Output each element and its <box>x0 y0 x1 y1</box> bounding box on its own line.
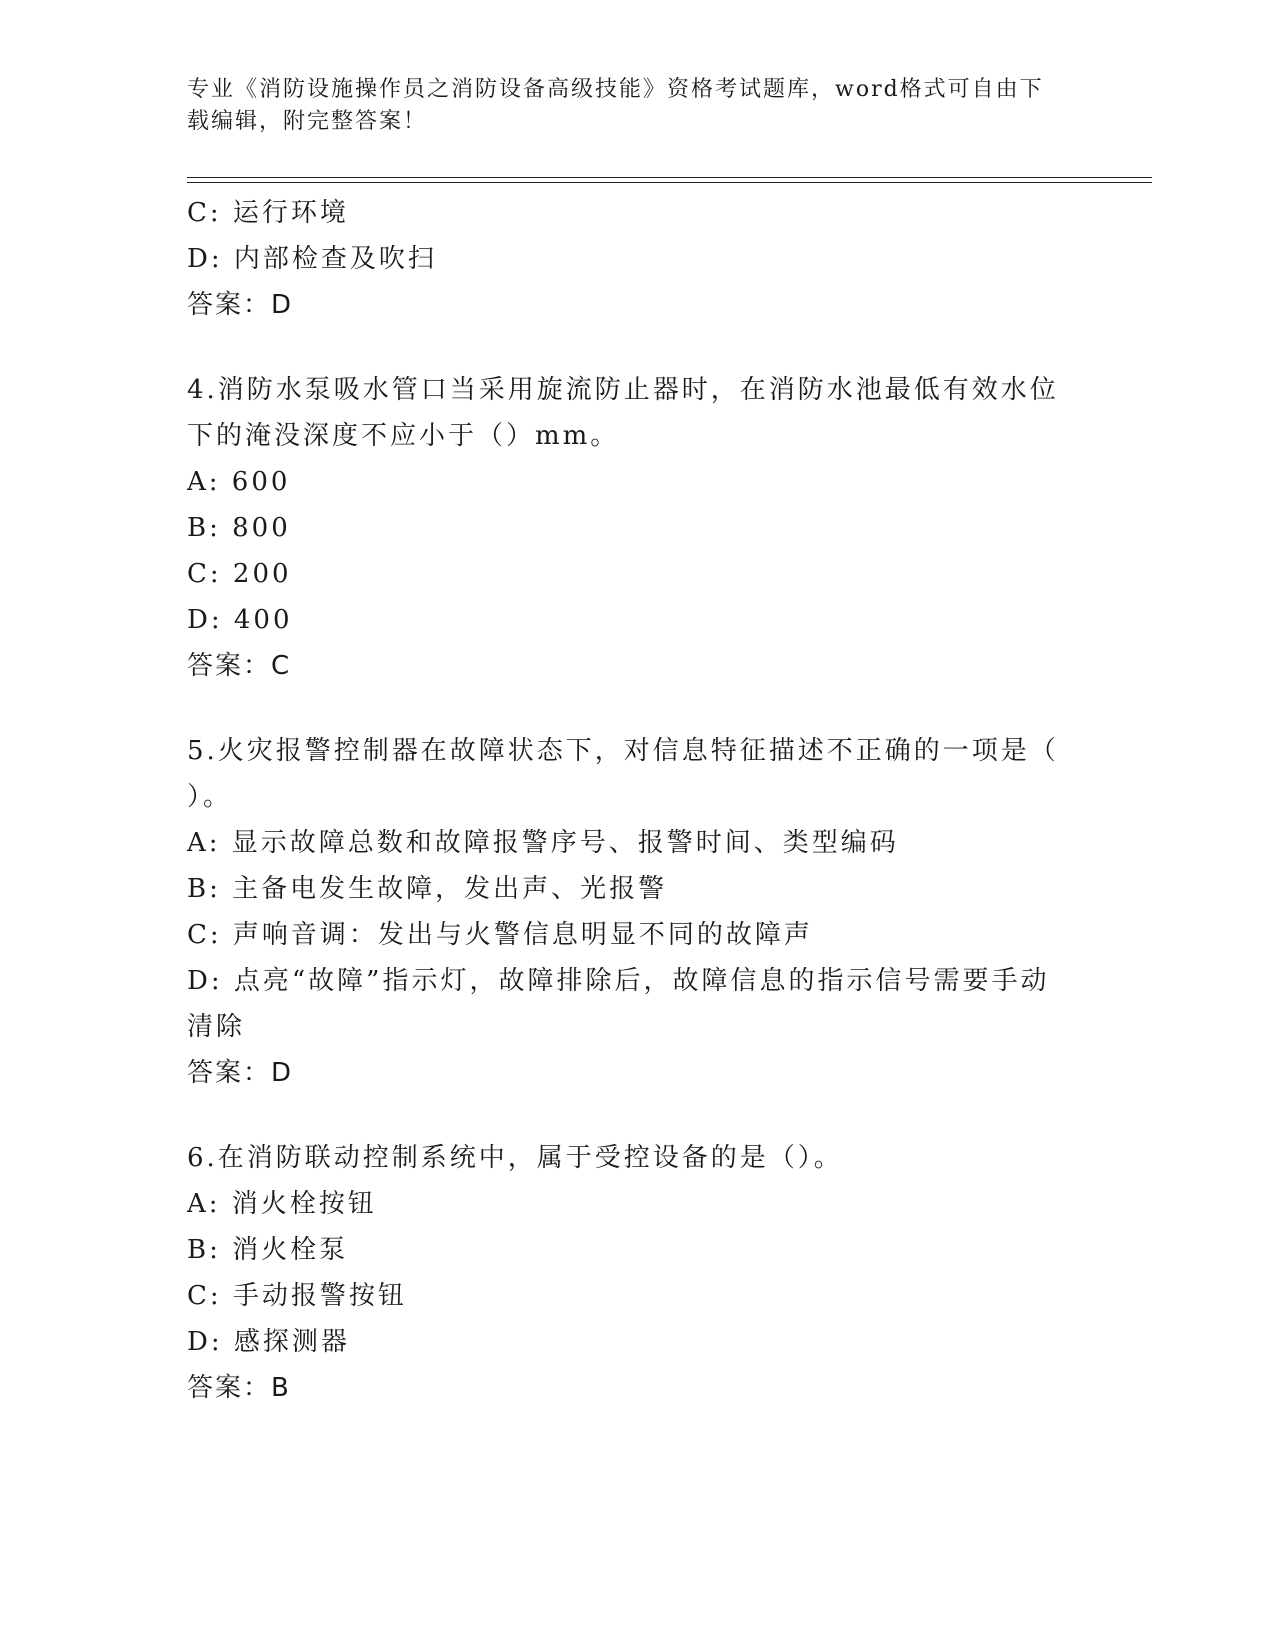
option-c: C: 200 <box>187 559 292 589</box>
question-6 <box>187 1135 1087 1411</box>
question-stem: 6.在消防联动控制系统中，属于受控设备的是（）。 <box>187 1143 843 1173</box>
answer-line: 答案：D <box>187 1058 294 1088</box>
option-b: B: 800 <box>187 513 291 543</box>
option-b: B: 消火栓泵 <box>187 1235 349 1265</box>
option-c: C: 声响音调：发出与火警信息明显不同的故障声 <box>187 920 813 950</box>
answer-line: 答案：D <box>187 290 294 320</box>
header-divider-bottom <box>187 182 1152 183</box>
header-line-1: 专业《消防设施操作员之消防设备高级技能》资格考试题库，word格式可自由下 <box>187 77 1044 102</box>
option-c: C: 运行环境 <box>187 198 349 228</box>
option-a: A: 消火栓按钮 <box>187 1189 377 1219</box>
option-a: A: 显示故障总数和故障报警序号、报警时间、类型编码 <box>187 828 899 858</box>
question-stem-cont: 下的淹没深度不应小于（）mm。 <box>187 421 620 451</box>
option-b: B: 主备电发生故障，发出声、光报警 <box>187 874 668 904</box>
question-stem: 4.消防水泵吸水管口当采用旋流防止器时，在消防水池最低有效水位 <box>187 375 1059 405</box>
question-3-tail <box>187 190 1087 328</box>
option-d-cont: 清除 <box>187 1012 246 1042</box>
option-d: D: 感探测器 <box>187 1327 350 1357</box>
question-stem: 5.火灾报警控制器在故障状态下，对信息特征描述不正确的一项是（ <box>187 736 1059 766</box>
option-a: A: 600 <box>187 467 291 497</box>
question-4 <box>187 367 1087 689</box>
document-header <box>187 74 1077 138</box>
question-stem-cont: ）。 <box>187 782 233 812</box>
header-divider-top <box>187 177 1152 178</box>
answer-line: 答案：B <box>187 1373 291 1403</box>
option-d: D: 400 <box>187 605 293 635</box>
question-5 <box>187 728 1087 1096</box>
option-d: D: 内部检查及吹扫 <box>187 244 437 274</box>
option-c: C: 手动报警按钮 <box>187 1281 407 1311</box>
answer-line: 答案：C <box>187 651 292 681</box>
header-line-2: 载编辑，附完整答案！ <box>187 109 428 134</box>
option-d: D: 点亮“故障”指示灯，故障排除后，故障信息的指示信号需要手动 <box>187 966 1050 996</box>
document-body <box>187 190 1087 1411</box>
